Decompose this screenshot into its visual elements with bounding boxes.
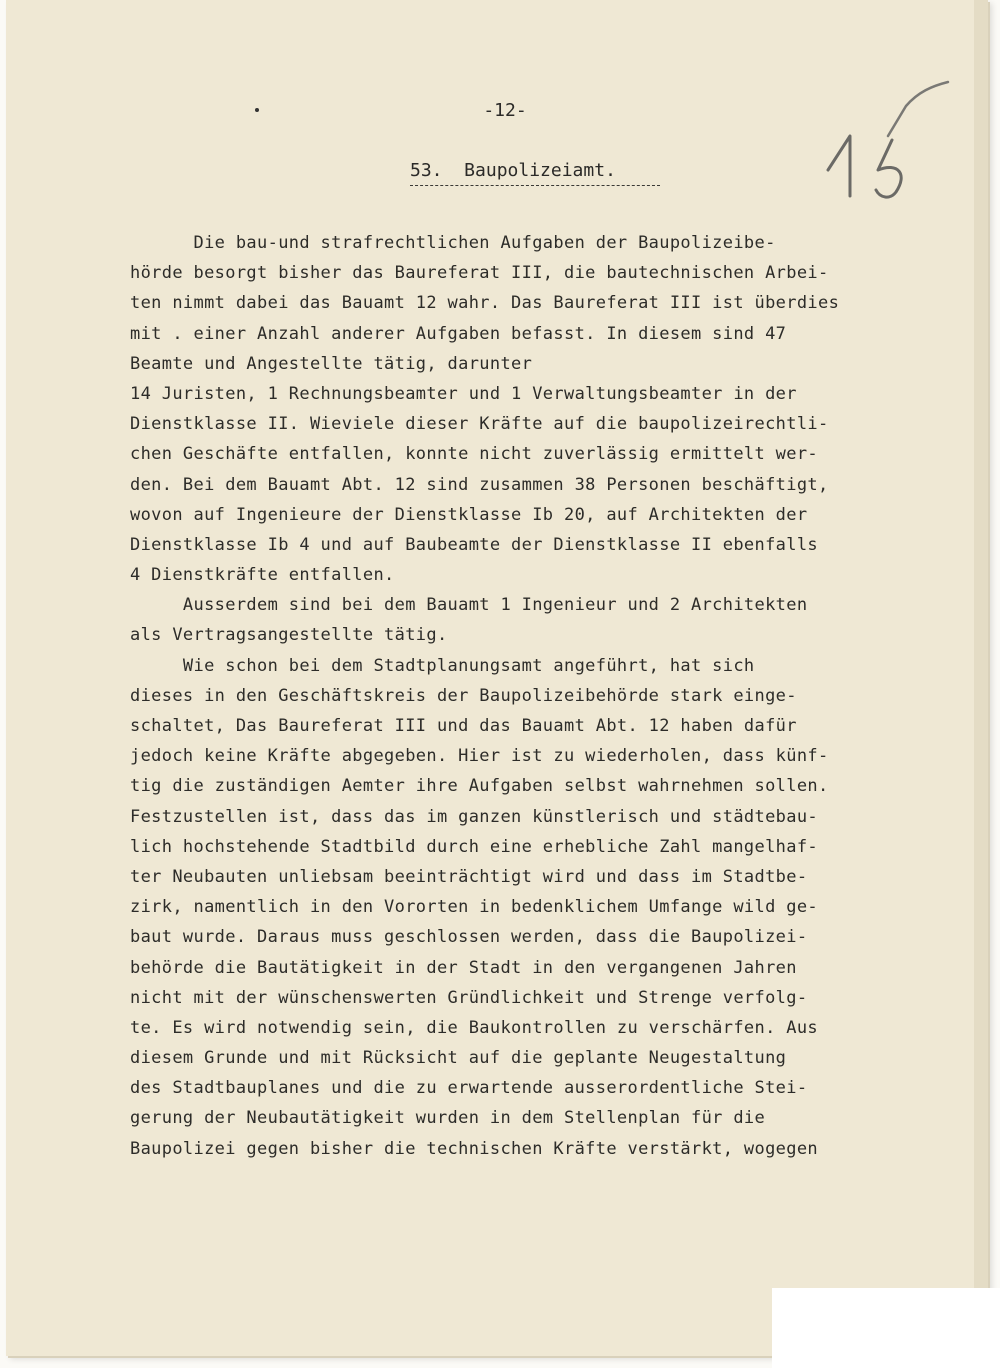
text-line: hörde besorgt bisher das Baureferat III, die bautechnischen Arbei- [130, 263, 829, 284]
text-line: zirk, namentlich in den Vororten in bedenklichem Umfange wild ge- [130, 897, 819, 918]
body-text [130, 228, 950, 1164]
text-line: Dienstklasse Ib 4 und auf Baubeamte der Dienstklasse II ebenfalls [130, 534, 819, 555]
text-line: behörde die Bautätigkeit in der Stadt in den vergangenen Jahren [130, 957, 797, 978]
text-line: mit . einer Anzahl anderer Aufgaben befasst. In diesem sind 47 [130, 323, 787, 344]
text-line: te. Es wird notwendig sein, die Baukontrollen zu verschärfen. Aus [130, 1017, 819, 1038]
text-line: ter Neubauten unliebsam beeinträchtigt wird und dass im Stadtbe- [130, 866, 808, 887]
heading-underline [410, 185, 660, 186]
text-line: Baupolizei gegen bisher die technischen Kräfte verstärkt, wogegen [130, 1138, 819, 1159]
text-line: den. Bei dem Bauamt Abt. 12 sind zusammen 38 Personen beschäftigt, [130, 474, 829, 495]
text-line: Die bau-und strafrechtlichen Aufgaben der Baupolizeibe- [130, 233, 776, 253]
text-line: lich hochstehende Stadtbild durch eine erhebliche Zahl mangelhaf- [130, 836, 819, 857]
text-line: tig die zuständigen Aemter ihre Aufgaben selbst wahrnehmen sollen. [130, 776, 829, 797]
text-line: Dienstklasse II. Wieviele dieser Kräfte auf die baupolizeirechtli- [130, 414, 829, 435]
text-line: 4 Dienstkräfte entfallen. [130, 565, 395, 586]
text-line: wovon auf Ingenieure der Dienstklasse Ib 20, auf Architekten der [130, 504, 808, 525]
text-line: baut wurde. Daraus muss geschlossen werden, dass die Baupolizei- [130, 927, 808, 948]
handwritten-folio-number [810, 78, 960, 208]
text-line: chen Geschäfte entfallen, konnte nicht zuverlässig ermittelt wer- [130, 444, 819, 465]
text-line: dieses in den Geschäftskreis der Baupolizeibehörde stark einge- [130, 685, 797, 706]
text-line: jedoch keine Kräfte abgegeben. Hier ist zu wiederholen, dass künf- [130, 746, 829, 767]
text-line: als Vertragsangestellte tätig. [130, 625, 448, 646]
sheet-edge [974, 0, 988, 1356]
text-line: ten nimmt dabei das Bauamt 12 wahr. Das Baureferat III ist überdies [130, 293, 840, 314]
scan-background-corner [772, 1288, 1000, 1368]
text-line: diesem Grunde und mit Rücksicht auf die geplante Neugestaltung [130, 1048, 787, 1069]
text-line: des Stadtbauplanes und die zu erwartende ausserordentliche Stei- [130, 1078, 808, 1099]
text-line: Ausserdem sind bei dem Bauamt 1 Ingenieur und 2 Architekten [130, 595, 808, 616]
stray-dot-mark [255, 108, 259, 112]
section-heading: 53. Baupolizeiamt. [410, 160, 616, 181]
text-line: nicht mit der wünschenswerten Gründlichkeit und Strenge verfolg- [130, 987, 808, 1008]
text-line: schaltet, Das Baureferat III und das Bauamt Abt. 12 haben dafür [130, 716, 797, 736]
text-line: gerung der Neubautätigkeit wurden in dem Stellenplan für die [130, 1108, 766, 1129]
text-line: Wie schon bei dem Stadtplanungsamt angeführt, hat sich [130, 655, 755, 676]
text-line: 14 Juristen, 1 Rechnungsbeamter und 1 Verwaltungsbeamter in der [130, 383, 797, 404]
text-line: Festzustellen ist, dass das im ganzen künstlerisch und städtebau- [130, 806, 819, 827]
text-line: Beamte und Angestellte tätig, darunter [130, 353, 533, 374]
page-number: -12- [483, 100, 527, 121]
